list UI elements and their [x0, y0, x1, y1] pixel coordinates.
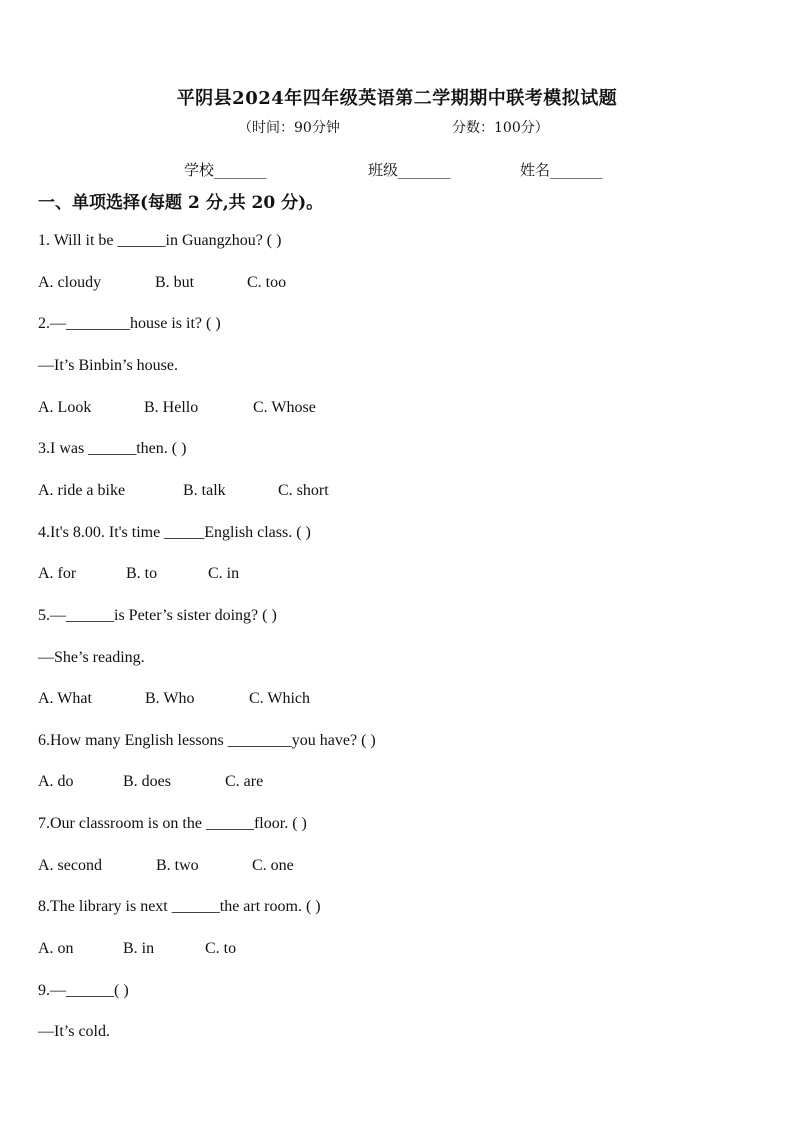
question-4-options — [38, 565, 239, 583]
question-7-stem: 7.Our classroom is on the ______floor. ( ) — [38, 815, 307, 832]
option-b: B. in — [123, 940, 155, 957]
option-b: B. to — [126, 565, 158, 582]
question-2-stem: 2.—________house is it? ( ) — [38, 315, 221, 332]
option-a: A. do — [38, 773, 74, 790]
question-8-stem: 8.The library is next ______the art room. ( ) — [38, 898, 321, 915]
option-c: C. short — [278, 482, 329, 499]
exam-title: 平阴县2024年四年级英语第二学期期中联考模拟试题 — [176, 88, 618, 109]
exam-score: 分数：100分） — [452, 120, 549, 136]
option-c: C. Which — [249, 690, 311, 707]
option-c: C. are — [225, 773, 264, 790]
option-b: B. but — [155, 274, 195, 291]
option-c: C. in — [208, 565, 240, 582]
question-5-stem: 5.—______is Peter’s sister doing? ( ) — [38, 607, 277, 624]
question-3-options — [38, 482, 329, 500]
option-c: C. Whose — [253, 399, 316, 416]
name-field: 姓名_______ — [520, 161, 603, 179]
question-1-stem: 1. Will it be ______in Guangzhou? ( ) — [38, 232, 282, 249]
question-3-stem: 3.I was ______then. ( ) — [38, 440, 187, 457]
question-4-stem: 4.It's 8.00. It's time _____English class. ( ) — [38, 524, 311, 541]
exam-time: （时间：90分钟 — [238, 120, 340, 136]
option-b: B. two — [156, 857, 199, 874]
question-9-reply: —It’s cold. — [38, 1023, 110, 1040]
class-field: 班级_______ — [368, 161, 451, 179]
question-6-stem: 6.How many English lessons ________you have? ( ) — [38, 732, 376, 749]
section-heading: 一、单项选择(每题 2 分,共 20 分)。 — [38, 193, 324, 213]
option-a: A. Look — [38, 399, 92, 416]
option-c: C. one — [252, 857, 294, 874]
question-5-options — [38, 690, 310, 708]
option-c: C. too — [247, 274, 287, 291]
option-b: B. Who — [145, 690, 195, 707]
option-a: A. What — [38, 690, 92, 707]
option-b: B. Hello — [144, 399, 199, 416]
question-6-options — [38, 773, 263, 791]
option-a: A. second — [38, 857, 102, 874]
option-a: A. on — [38, 940, 74, 957]
question-9-stem: 9.—______( ) — [38, 982, 129, 999]
option-a: A. ride a bike — [38, 482, 126, 499]
question-8-options — [38, 940, 236, 958]
question-2-reply: —It’s Binbin’s house. — [38, 357, 179, 374]
option-a: A. cloudy — [38, 274, 102, 291]
option-a: A. for — [38, 565, 77, 582]
question-2-options — [38, 399, 316, 417]
question-7-options — [38, 857, 294, 875]
option-b: B. does — [123, 773, 171, 790]
question-5-reply: —She’s reading. — [38, 649, 145, 666]
option-c: C. to — [205, 940, 237, 957]
question-1-options — [38, 274, 286, 292]
option-b: B. talk — [183, 482, 226, 499]
school-field: 学校_______ — [184, 161, 267, 179]
